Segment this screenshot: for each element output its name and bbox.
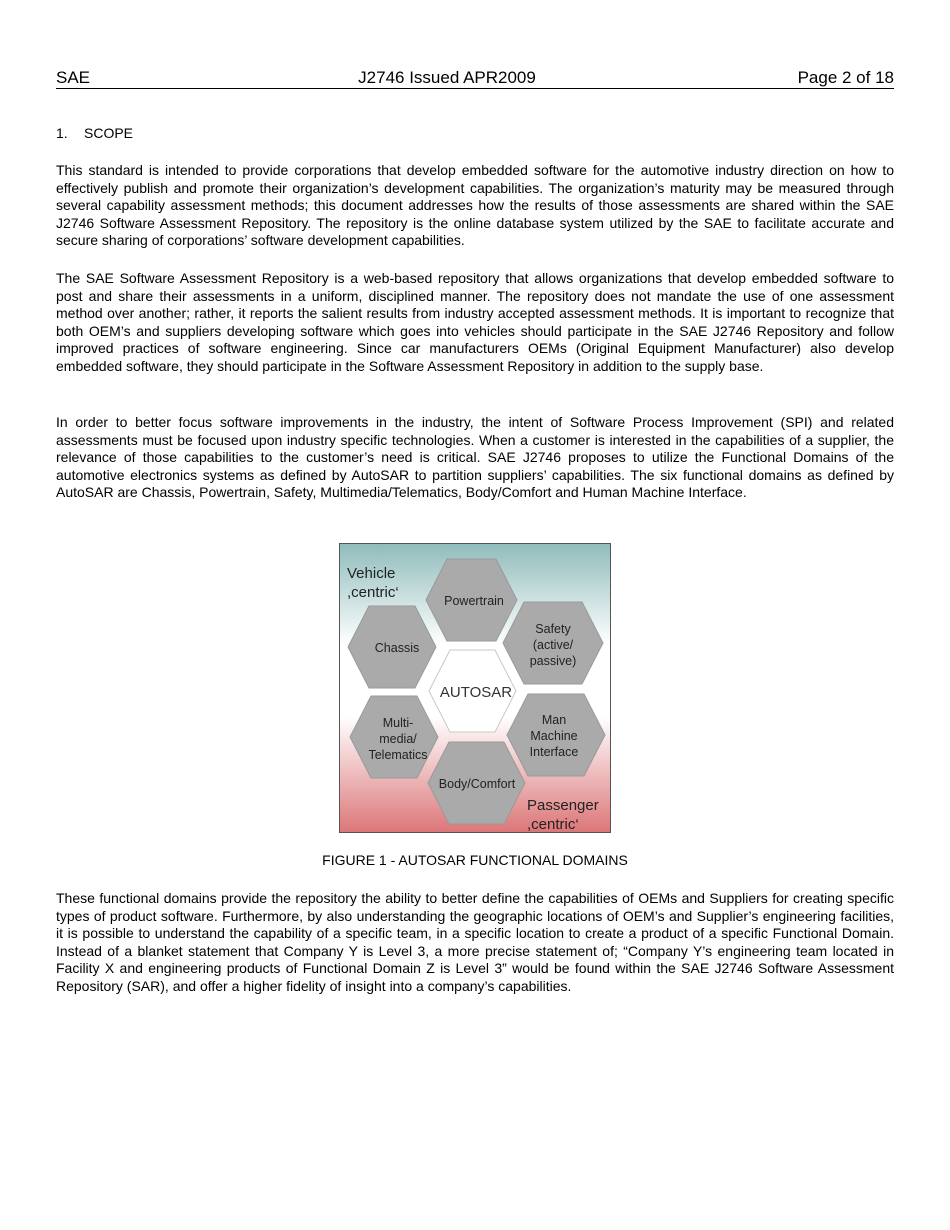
autosar-diagram: [339, 543, 611, 833]
label-autosar: AUTOSAR: [439, 684, 513, 701]
label-body-comfort: Body/Comfort: [438, 777, 516, 791]
paragraph-1: This standard is intended to provide corporations that develop embedded software for the automotive industry direction on how to effectively publish and promote their organization’s development capabilities. The organization’s maturity may be measured through several capability assessment methods; this document addresses how the results of those assessments are shared within the SAE J2746 Software Assessment Repository. The repository is the online database system utilized by the SAE to facilitate accurate and secure sharing of corporations’ software development capabilities.: [56, 162, 894, 249]
label-multimedia-1: Multi-: [382, 716, 414, 730]
header-document-id: J2746 Issued APR2009: [358, 68, 536, 87]
label-passenger-centric: ,centric‘: [527, 816, 579, 833]
label-safety-1: Safety: [535, 622, 571, 636]
header-page-number: Page 2 of 18: [797, 68, 894, 87]
section-title: SCOPE: [84, 125, 134, 141]
paragraph-4: These functional domains provide the repository the ability to better define the capabilities of OEMs and Suppliers for creating specific types of product software. Furthermore, by also understanding the geographic locations of OEM’s and Supplier’s engineering facilities, it is possible to understand the capability of a specific team, in a specific location to create a product of a specific Functional Domain. Instead of a blanket statement that Company Y is Level 3, a more precise statement of; “Company Y’s engineering team located in Facility X and engineering products of Functional Domain Z is Level 3” would be found within the SAE J2746 Software Assessment Repository (SAR), and offer a higher fidelity of insight into a company’s capabilities.: [56, 890, 894, 994]
label-hmi-2: Machine: [530, 729, 578, 743]
page-header: [56, 68, 894, 89]
label-vehicle-centric: ,centric‘: [347, 584, 399, 601]
label-vehicle: Vehicle: [347, 565, 396, 582]
label-multimedia-3: Telematics: [368, 748, 428, 762]
label-hmi-1: Man: [541, 713, 567, 727]
section-number: 1.: [56, 125, 68, 141]
paragraph-2: The SAE Software Assessment Repository is a web-based repository that allows organizations that develop embedded software to post and share their assessments in a uniform, disciplined manner. The repository does not mandate the use of one assessment method over another; rather, it reports the salient results from industry accepted assessment methods. It is important to recognize that both OEM’s and suppliers developing software which goes into vehicles should participate in the SAE J2746 Repository and follow improved practices of software engineering. Since car manufacturers OEMs (Original Equipment Manufacturer) also develop embedded software, they should participate in the Software Assessment Repository in addition to the supply base.: [56, 270, 894, 374]
label-chassis: Chassis: [374, 641, 420, 655]
label-powertrain: Powertrain: [444, 594, 504, 608]
label-multimedia-2: media/: [379, 732, 417, 746]
paragraph-3: In order to better focus software improvements in the industry, the intent of Software Process Improvement (SPI) and related assessments must be focused upon industry specific technologies. When a customer is interested in the capabilities of a supplier, the relevance of those capabilities to the customer’s need is critical. SAE J2746 proposes to utilize the Functional Domains of the automotive electronics systems as defined by AutoSAR to partition suppliers’ capabilities. The six functional domains as defined by AutoSAR are Chassis, Powertrain, Safety, Multimedia/Telematics, Body/Comfort and Human Machine Interface.: [56, 414, 894, 501]
label-hmi-3: Interface: [529, 745, 579, 759]
section-heading: [56, 125, 133, 142]
figure-caption: FIGURE 1 - AUTOSAR FUNCTIONAL DOMAINS: [322, 852, 628, 868]
label-safety-2: (active/: [532, 638, 574, 652]
label-safety-3: passive): [529, 654, 577, 668]
header-org: SAE: [56, 68, 91, 87]
label-passenger: Passenger: [527, 797, 599, 814]
autosar-figure: [339, 543, 611, 833]
